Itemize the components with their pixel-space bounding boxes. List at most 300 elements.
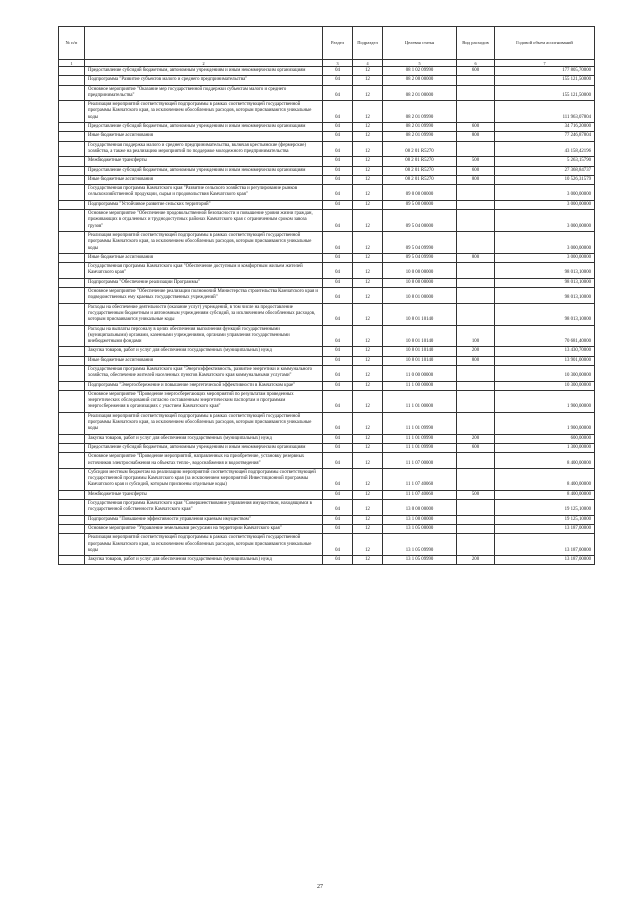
cell-podrazdel: 12	[353, 325, 383, 347]
cell-podrazdel: 12	[353, 434, 383, 443]
cell-sum: 13 187,00000	[495, 524, 595, 533]
cell-target: 09 5 04 00000	[383, 210, 457, 232]
cell-name: Государственная программа Камчатского края "Развитие сельского хозяйства и регулирование рынков сельскохозяйственной продукции, сырья и продовольствия Камчатского края"	[85, 185, 323, 201]
cell-name: Основное мероприятие "Проведение мероприятий, направленных на приобретение, установку резервных источников электроснабжения на объектах тепло-, водоснабжения и водоотведения"	[85, 453, 323, 469]
cell-vid: 600	[457, 443, 495, 452]
header-name	[85, 27, 323, 60]
cell-num	[59, 303, 85, 325]
cell-vid	[457, 390, 495, 412]
cell-razdel: 04	[323, 443, 353, 452]
table-row	[59, 76, 595, 85]
table-row	[59, 524, 595, 533]
cell-podrazdel: 12	[353, 381, 383, 390]
cell-razdel: 04	[323, 365, 353, 381]
table-row	[59, 534, 595, 556]
cell-name: Основное мероприятие "Управление земельными ресурсами на территории Камчатского края"	[85, 524, 323, 533]
cell-sum: 10 300,00000	[495, 365, 595, 381]
header-num: № п/п	[59, 27, 85, 60]
cell-num	[59, 85, 85, 101]
table-row	[59, 303, 595, 325]
cell-num	[59, 434, 85, 443]
cell-num	[59, 67, 85, 76]
cell-vid	[457, 303, 495, 325]
table-row	[59, 356, 595, 365]
cell-razdel: 04	[323, 434, 353, 443]
budget-table	[58, 26, 595, 565]
cell-sum: 13 430,70000	[495, 347, 595, 356]
cell-name: Предоставление субсидий бюджетным, автономным учреждениям и иным некоммерческим организациям	[85, 123, 323, 132]
cell-vid	[457, 263, 495, 279]
cell-podrazdel: 12	[353, 76, 383, 85]
table-row	[59, 325, 595, 347]
cell-name: Подпрограмма "Повышение эффективности управления краевым имуществом"	[85, 515, 323, 524]
cell-num	[59, 356, 85, 365]
cell-podrazdel: 12	[353, 175, 383, 184]
table-row	[59, 85, 595, 101]
cell-sum: 43 158,42196	[495, 141, 595, 157]
cell-name: Подпрограмма "Устойчивое развитие сельских территорий"	[85, 200, 323, 209]
cell-name: Основное мероприятие "Обеспечение продовольственной безопасности и повышение уровня жизни граждан, проживающих в отдаленных и труднодоступных районах Камчатского края с ограниченным сроком завоза грузов"	[85, 210, 323, 232]
cell-vid	[457, 524, 495, 533]
cell-target: 13 1 05 09990	[383, 556, 457, 565]
cell-razdel: 04	[323, 157, 353, 166]
cell-razdel: 04	[323, 288, 353, 304]
column-number: 2	[85, 60, 323, 67]
cell-name: Расходы на выплаты персоналу в целях обеспечения выполнения функций государственными (муниципальными) органами, казенными учреждениями, органами управления государственными внебюджетными фондами	[85, 325, 323, 347]
column-number: 6	[457, 60, 495, 67]
cell-num	[59, 200, 85, 209]
cell-razdel: 04	[323, 500, 353, 516]
cell-num	[59, 231, 85, 253]
table-row	[59, 278, 595, 287]
cell-podrazdel: 12	[353, 263, 383, 279]
cell-vid: 800	[457, 132, 495, 141]
cell-target: 08 2 01 09990	[383, 132, 457, 141]
cell-num	[59, 157, 85, 166]
cell-target: 09 5 04 09990	[383, 231, 457, 253]
cell-target: 11 0 00 00000	[383, 365, 457, 381]
column-number: 4	[353, 60, 383, 67]
cell-vid: 500	[457, 490, 495, 499]
cell-razdel: 04	[323, 381, 353, 390]
cell-name: Государственная программа Камчатского края "Совершенствование управления имуществом, находящимся в государственной собственности Камчатского края"	[85, 500, 323, 516]
cell-razdel: 04	[323, 412, 353, 434]
cell-podrazdel: 12	[353, 443, 383, 452]
cell-num	[59, 412, 85, 434]
cell-podrazdel: 12	[353, 141, 383, 157]
cell-num	[59, 381, 85, 390]
cell-vid	[457, 185, 495, 201]
cell-num	[59, 166, 85, 175]
cell-target: 11 1 07 00000	[383, 453, 457, 469]
cell-num	[59, 288, 85, 304]
header-razdel: Раздел	[323, 27, 353, 60]
cell-num	[59, 500, 85, 516]
cell-podrazdel: 12	[353, 500, 383, 516]
header-podrazdel: Подраздел	[353, 27, 383, 60]
cell-razdel: 04	[323, 185, 353, 201]
table-row	[59, 365, 595, 381]
cell-name: Основное мероприятие "Обеспечение реализации полномочий Министерства строительства Камчатского края и подведомственных ему краевых государственных учреждений"	[85, 288, 323, 304]
table-row	[59, 500, 595, 516]
cell-vid: 200	[457, 556, 495, 565]
cell-name: Государственная программа Камчатского края "Энергоэффективность, развитие энергетики и коммунального хозяйства, обеспечение жителей населенных пунктов Камчатского края коммунальными услугами"	[85, 365, 323, 381]
cell-num	[59, 325, 85, 347]
cell-vid: 800	[457, 175, 495, 184]
cell-name: Подпрограмма "Энергосбережение и повышение энергетической эффективности в Камчатском крае"	[85, 381, 323, 390]
header-vid: Вид расходов	[457, 27, 495, 60]
cell-razdel: 04	[323, 468, 353, 490]
cell-vid	[457, 515, 495, 524]
cell-num	[59, 365, 85, 381]
cell-sum: 1 300,00000	[495, 443, 595, 452]
cell-podrazdel: 12	[353, 278, 383, 287]
table-row	[59, 490, 595, 499]
cell-vid	[457, 278, 495, 287]
cell-num	[59, 76, 85, 85]
cell-podrazdel: 12	[353, 556, 383, 565]
table-row	[59, 468, 595, 490]
table-row	[59, 67, 595, 76]
cell-name: Государственная поддержка малого и среднего предпринимательства, включая крестьянские (фермерские) хозяйства, а также на реализацию мероприятий по поддержке молодежного предпринимательства	[85, 141, 323, 157]
cell-razdel: 04	[323, 556, 353, 565]
cell-target: 13 1 05 09990	[383, 534, 457, 556]
cell-target: 11 1 00 00000	[383, 381, 457, 390]
cell-sum: 98 013,10000	[495, 278, 595, 287]
cell-target: 09 5 04 09990	[383, 253, 457, 262]
cell-vid: 600	[457, 123, 495, 132]
cell-target: 08 2 01 R5270	[383, 141, 457, 157]
cell-target: 11 1 07 40060	[383, 468, 457, 490]
table-row	[59, 231, 595, 253]
cell-razdel: 04	[323, 534, 353, 556]
cell-target: 10 0 00 00000	[383, 263, 457, 279]
cell-sum: 3 000,00000	[495, 185, 595, 201]
cell-num	[59, 347, 85, 356]
table-row	[59, 443, 595, 452]
cell-name: Закупка товаров, работ и услуг для обеспечения государственных (муниципальных) нужд	[85, 556, 323, 565]
cell-razdel: 04	[323, 390, 353, 412]
cell-target: 11 1 01 09990	[383, 443, 457, 452]
cell-sum: 1 900,00000	[495, 412, 595, 434]
cell-razdel: 04	[323, 278, 353, 287]
cell-target: 08 2 01 09990	[383, 101, 457, 123]
cell-name: Иные бюджетные ассигнования	[85, 356, 323, 365]
cell-num	[59, 278, 85, 287]
column-number-row	[59, 60, 595, 67]
cell-sum: 3 000,00000	[495, 231, 595, 253]
table-row	[59, 381, 595, 390]
cell-razdel: 04	[323, 101, 353, 123]
cell-podrazdel: 12	[353, 200, 383, 209]
cell-vid: 600	[457, 67, 495, 76]
table-row	[59, 123, 595, 132]
cell-target: 08 2 00 00000	[383, 76, 457, 85]
cell-name: Основное мероприятие "Проведение энергосберегающих мероприятий по результатам проведенных энергетических обследований согласно составленным энергетическим паспортам и программам энергосбережения в организациях с участием Камчатского края"	[85, 390, 323, 412]
cell-vid: 200	[457, 347, 495, 356]
cell-target: 09 5 00 00000	[383, 200, 457, 209]
cell-target: 10 8 01 10140	[383, 325, 457, 347]
table-row	[59, 515, 595, 524]
cell-razdel: 04	[323, 132, 353, 141]
cell-sum: 98 013,10000	[495, 263, 595, 279]
cell-target: 10 8 01 00000	[383, 288, 457, 304]
cell-vid	[457, 412, 495, 434]
cell-podrazdel: 12	[353, 123, 383, 132]
cell-podrazdel: 12	[353, 185, 383, 201]
cell-podrazdel: 12	[353, 490, 383, 499]
cell-podrazdel: 12	[353, 534, 383, 556]
cell-sum: 98 013,10000	[495, 288, 595, 304]
cell-razdel: 04	[323, 347, 353, 356]
cell-sum: 600,00000	[495, 434, 595, 443]
cell-name: Предоставление субсидий бюджетным, автономным учреждениям и иным некоммерческим организациям	[85, 67, 323, 76]
cell-target: 11 1 07 40060	[383, 490, 457, 499]
cell-name: Иные бюджетные ассигнования	[85, 132, 323, 141]
cell-target: 11 1 01 09990	[383, 434, 457, 443]
cell-razdel: 04	[323, 141, 353, 157]
cell-sum: 8 400,00000	[495, 453, 595, 469]
cell-target: 08 2 01 00000	[383, 85, 457, 101]
table-row	[59, 263, 595, 279]
cell-vid	[457, 453, 495, 469]
cell-podrazdel: 12	[353, 132, 383, 141]
table-row	[59, 347, 595, 356]
cell-name: Субсидии местным бюджетам на реализацию мероприятий соответствующей подпрограммы соответствующей государственной программы Камчатского края (за исключением мероприятий Инвестиционной программы Камчатского края и субсидий, которым присвоены отдельные коды)	[85, 468, 323, 490]
cell-podrazdel: 12	[353, 515, 383, 524]
cell-razdel: 04	[323, 356, 353, 365]
cell-num	[59, 453, 85, 469]
table-row	[59, 101, 595, 123]
cell-sum: 1 900,00000	[495, 390, 595, 412]
cell-num	[59, 263, 85, 279]
cell-podrazdel: 12	[353, 166, 383, 175]
table-row	[59, 253, 595, 262]
cell-vid	[457, 365, 495, 381]
cell-sum: 27 368,84737	[495, 166, 595, 175]
cell-target: 08 2 01 R5270	[383, 175, 457, 184]
cell-name: Расходы на обеспечение деятельности (оказание услуг) учреждений, в том числе на предоставление государственным бюджетным и автономным учреждениям субсидий, за исключением обособленных расходов, которым присваиваются уникальные коды	[85, 303, 323, 325]
cell-name: Иные бюджетные ассигнования	[85, 253, 323, 262]
cell-target: 11 1 01 00000	[383, 390, 457, 412]
cell-name: Реализация мероприятий соответствующей подпрограммы в рамках соответствующей государственной программы Камчатского края, за исключением обособленных расходов, которым присваиваются уникальные коды	[85, 231, 323, 253]
cell-vid: 800	[457, 356, 495, 365]
cell-num	[59, 253, 85, 262]
header-target: Целевая статья	[383, 27, 457, 60]
cell-razdel: 04	[323, 175, 353, 184]
column-number: 1	[59, 60, 85, 67]
header-sum: Годовой объем ассигнований	[495, 27, 595, 60]
cell-sum: 19 125,10000	[495, 500, 595, 516]
cell-podrazdel: 12	[353, 85, 383, 101]
cell-razdel: 04	[323, 231, 353, 253]
cell-num	[59, 490, 85, 499]
cell-num	[59, 515, 85, 524]
table-row	[59, 157, 595, 166]
cell-podrazdel: 12	[353, 412, 383, 434]
cell-target: 13 0 00 00000	[383, 500, 457, 516]
cell-target: 13 1 00 00000	[383, 515, 457, 524]
cell-sum: 3 000,00000	[495, 210, 595, 232]
cell-podrazdel: 12	[353, 210, 383, 232]
cell-name: Предоставление субсидий бюджетным, автономным учреждениям и иным некоммерческим организациям	[85, 166, 323, 175]
cell-razdel: 04	[323, 123, 353, 132]
cell-podrazdel: 12	[353, 303, 383, 325]
cell-target: 11 1 01 09990	[383, 412, 457, 434]
table-row	[59, 210, 595, 232]
cell-vid: 200	[457, 434, 495, 443]
cell-razdel: 04	[323, 253, 353, 262]
cell-target: 10 8 01 10140	[383, 347, 457, 356]
cell-vid	[457, 468, 495, 490]
cell-name: Межбюджетные трансферты	[85, 490, 323, 499]
table-header-row	[59, 27, 595, 60]
cell-sum: 10 526,31579	[495, 175, 595, 184]
cell-sum: 8 400,00000	[495, 468, 595, 490]
table-row	[59, 434, 595, 443]
table-row	[59, 453, 595, 469]
table-row	[59, 412, 595, 434]
cell-sum: 111 963,07804	[495, 101, 595, 123]
cell-name: Основное мероприятие "Оказание мер государственной поддержки субъектам малого и среднего предпринимательства"	[85, 85, 323, 101]
table-row	[59, 132, 595, 141]
cell-razdel: 04	[323, 453, 353, 469]
cell-sum: 10 300,00000	[495, 381, 595, 390]
cell-num	[59, 534, 85, 556]
cell-vid	[457, 288, 495, 304]
cell-razdel: 04	[323, 200, 353, 209]
cell-vid	[457, 210, 495, 232]
cell-target: 08 1 02 09990	[383, 67, 457, 76]
cell-num	[59, 141, 85, 157]
cell-vid	[457, 85, 495, 101]
cell-podrazdel: 12	[353, 390, 383, 412]
cell-razdel: 04	[323, 303, 353, 325]
cell-sum: 8 400,00000	[495, 490, 595, 499]
cell-razdel: 04	[323, 490, 353, 499]
cell-sum: 13 187,00000	[495, 556, 595, 565]
cell-name: Закупка товаров, работ и услуг для обеспечения государственных (муниципальных) нужд	[85, 434, 323, 443]
table-row	[59, 200, 595, 209]
cell-razdel: 04	[323, 325, 353, 347]
cell-target: 08 2 01 09990	[383, 123, 457, 132]
cell-razdel: 04	[323, 166, 353, 175]
table-body	[59, 67, 595, 565]
cell-podrazdel: 12	[353, 67, 383, 76]
cell-sum: 3 000,00000	[495, 253, 595, 262]
table-row	[59, 185, 595, 201]
cell-podrazdel: 12	[353, 468, 383, 490]
cell-num	[59, 556, 85, 565]
cell-vid: 800	[457, 253, 495, 262]
cell-podrazdel: 12	[353, 356, 383, 365]
cell-razdel: 04	[323, 524, 353, 533]
cell-vid: 100	[457, 325, 495, 347]
cell-podrazdel: 12	[353, 101, 383, 123]
document-page	[58, 26, 594, 565]
column-number: 7	[495, 60, 595, 67]
cell-vid	[457, 381, 495, 390]
cell-sum: 13 187,00000	[495, 534, 595, 556]
cell-sum: 98 013,10000	[495, 303, 595, 325]
cell-target: 09 0 00 00000	[383, 185, 457, 201]
cell-vid	[457, 76, 495, 85]
cell-name: Предоставление субсидий бюджетным, автономным учреждениям и иным некоммерческим организациям	[85, 443, 323, 452]
cell-sum: 77 246,87804	[495, 132, 595, 141]
cell-num	[59, 524, 85, 533]
cell-target: 13 1 05 00000	[383, 524, 457, 533]
cell-podrazdel: 12	[353, 524, 383, 533]
cell-vid	[457, 534, 495, 556]
cell-sum: 155 121,50000	[495, 85, 595, 101]
cell-num	[59, 185, 85, 201]
cell-sum: 19 125,10000	[495, 515, 595, 524]
cell-podrazdel: 12	[353, 347, 383, 356]
cell-sum: 3 000,00000	[495, 200, 595, 209]
cell-vid	[457, 500, 495, 516]
cell-num	[59, 123, 85, 132]
page-number: 27	[317, 884, 323, 890]
cell-num	[59, 210, 85, 232]
table-row	[59, 141, 595, 157]
cell-name: Реализация мероприятий соответствующей подпрограммы в рамках соответствующей государственной программы Камчатского края, за исключением обособленных расходов, которым присваиваются уникальные коды	[85, 101, 323, 123]
cell-target: 10 8 01 10140	[383, 303, 457, 325]
cell-name: Подпрограмма "Обеспечение реализации Программы"	[85, 278, 323, 287]
cell-name: Реализация мероприятий соответствующей подпрограммы в рамках соответствующей государственной программы Камчатского края, за исключением обособленных расходов, которым присваиваются уникальные коды	[85, 412, 323, 434]
cell-target: 10 8 01 10140	[383, 356, 457, 365]
cell-vid	[457, 101, 495, 123]
cell-name: Реализация мероприятий соответствующей подпрограммы в рамках соответствующей государственной программы Камчатского края, за исключением обособленных расходов, которым присваиваются уникальные коды	[85, 534, 323, 556]
cell-sum: 34 716,20000	[495, 123, 595, 132]
cell-vid	[457, 231, 495, 253]
cell-podrazdel: 12	[353, 365, 383, 381]
cell-sum: 70 681,40000	[495, 325, 595, 347]
table-row	[59, 175, 595, 184]
cell-podrazdel: 12	[353, 157, 383, 166]
cell-sum: 177 805,70000	[495, 67, 595, 76]
table-row	[59, 390, 595, 412]
cell-num	[59, 468, 85, 490]
cell-vid	[457, 200, 495, 209]
cell-target: 10 8 00 00000	[383, 278, 457, 287]
cell-podrazdel: 12	[353, 253, 383, 262]
cell-podrazdel: 12	[353, 231, 383, 253]
cell-podrazdel: 12	[353, 288, 383, 304]
cell-sum: 13 901,00000	[495, 356, 595, 365]
column-number: 5	[383, 60, 457, 67]
cell-num	[59, 175, 85, 184]
cell-podrazdel: 12	[353, 453, 383, 469]
cell-num	[59, 443, 85, 452]
cell-vid: 500	[457, 157, 495, 166]
cell-razdel: 04	[323, 263, 353, 279]
cell-razdel: 04	[323, 76, 353, 85]
cell-vid: 600	[457, 166, 495, 175]
cell-sum: 5 263,15790	[495, 157, 595, 166]
cell-vid	[457, 141, 495, 157]
cell-name: Закупка товаров, работ и услуг для обеспечения государственных (муниципальных) нужд	[85, 347, 323, 356]
cell-razdel: 04	[323, 85, 353, 101]
cell-razdel: 04	[323, 67, 353, 76]
cell-name: Государственная программа Камчатского края "Обеспечение доступным и комфортным жильем жителей Камчатского края"	[85, 263, 323, 279]
cell-razdel: 04	[323, 515, 353, 524]
cell-name: Иные бюджетные ассигнования	[85, 175, 323, 184]
cell-name: Межбюджетные трансферты	[85, 157, 323, 166]
cell-razdel: 04	[323, 210, 353, 232]
cell-target: 08 2 01 R5270	[383, 166, 457, 175]
column-number: 3	[323, 60, 353, 67]
cell-num	[59, 132, 85, 141]
